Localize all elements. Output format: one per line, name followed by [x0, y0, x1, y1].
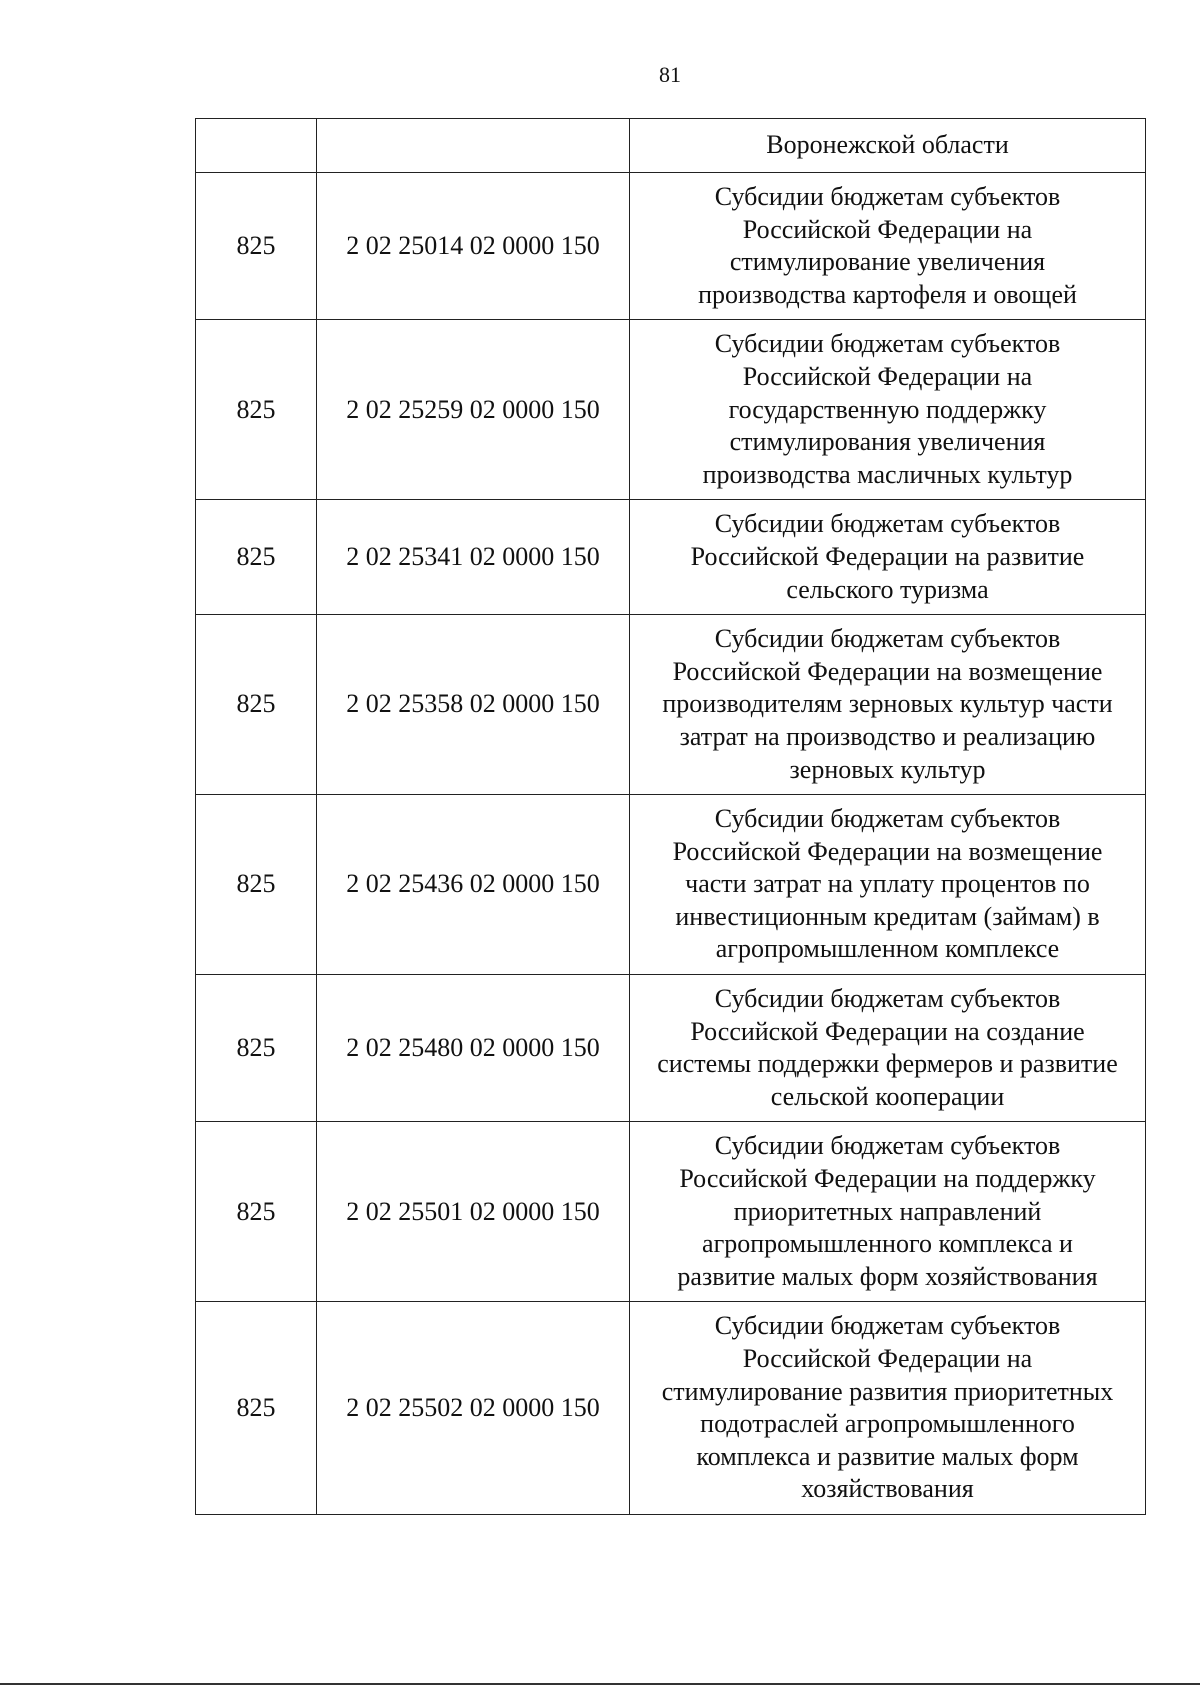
budget-code-cell: 2 02 25480 02 0000 150	[317, 975, 630, 1122]
table-row	[196, 320, 1146, 500]
budget-code-cell: 2 02 25436 02 0000 150	[317, 795, 630, 975]
income-name-cell: Субсидии бюджетам субъектов Российской Федерации на возмещение части затрат на уплату процентов по инвестиционным кредитам (займам) в агропромышленном комплексе	[630, 795, 1146, 975]
table-row	[196, 1302, 1146, 1515]
budget-code-cell	[317, 119, 630, 173]
budget-code-cell: 2 02 25341 02 0000 150	[317, 500, 630, 615]
admin-code-cell: 825	[196, 320, 317, 500]
admin-code-cell	[196, 119, 317, 173]
table-row	[196, 615, 1146, 795]
table-row	[196, 173, 1146, 320]
admin-code-cell: 825	[196, 173, 317, 320]
income-name-cell: Субсидии бюджетам субъектов Российской Федерации на стимулирование развития приоритетных подотраслей агропромышленного комплекса и развитие малых форм хозяйствования	[630, 1302, 1146, 1515]
table-row	[196, 500, 1146, 615]
budget-code-cell: 2 02 25358 02 0000 150	[317, 615, 630, 795]
income-name-cell: Субсидии бюджетам субъектов Российской Федерации на возмещение производителям зерновых культур части затрат на производство и реализацию зерновых культур	[630, 615, 1146, 795]
table-row-continuation	[196, 119, 1146, 173]
table-row	[196, 975, 1146, 1122]
page-number: 81	[659, 62, 681, 87]
admin-code-cell: 825	[196, 615, 317, 795]
admin-code-cell: 825	[196, 795, 317, 975]
budget-code-cell: 2 02 25259 02 0000 150	[317, 320, 630, 500]
budget-codes-table	[195, 118, 1146, 1515]
table-row	[196, 1122, 1146, 1302]
budget-code-cell: 2 02 25014 02 0000 150	[317, 173, 630, 320]
admin-code-cell: 825	[196, 1122, 317, 1302]
income-name-cell: Субсидии бюджетам субъектов Российской Федерации на государственную поддержку стимулирования увеличения производства масличных культур	[630, 320, 1146, 500]
budget-code-cell: 2 02 25502 02 0000 150	[317, 1302, 630, 1515]
budget-code-cell: 2 02 25501 02 0000 150	[317, 1122, 630, 1302]
table-row	[196, 795, 1146, 975]
admin-code-cell: 825	[196, 975, 317, 1122]
admin-code-cell: 825	[196, 1302, 317, 1515]
page-bottom-rule	[0, 1683, 1200, 1685]
income-name-cell: Субсидии бюджетам субъектов Российской Федерации на создание системы поддержки фермеров и развитие сельской кооперации	[630, 975, 1146, 1122]
income-name-cell: Воронежской области	[630, 119, 1146, 173]
admin-code-cell: 825	[196, 500, 317, 615]
income-name-cell: Субсидии бюджетам субъектов Российской Федерации на поддержку приоритетных направлений агропромышленного комплекса и развитие малых форм хозяйствования	[630, 1122, 1146, 1302]
income-name-cell: Субсидии бюджетам субъектов Российской Федерации на развитие сельского туризма	[630, 500, 1146, 615]
income-name-cell: Субсидии бюджетам субъектов Российской Федерации на стимулирование увеличения производства картофеля и овощей	[630, 173, 1146, 320]
